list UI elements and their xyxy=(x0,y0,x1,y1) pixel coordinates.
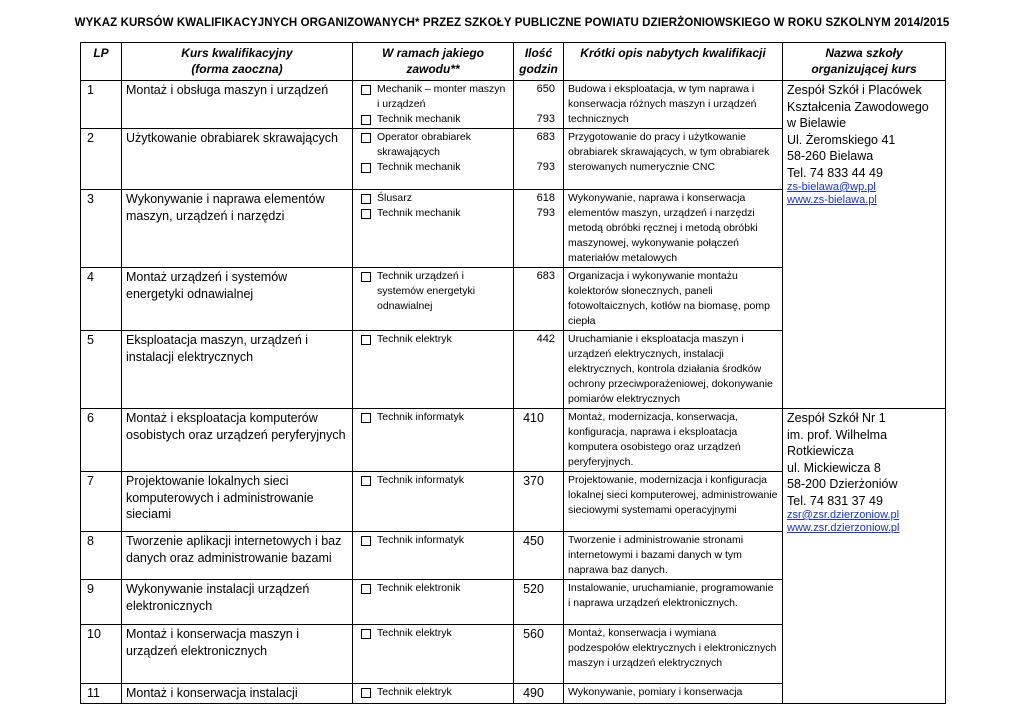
row-professions: Ślusarz Technik mechanik xyxy=(353,190,514,268)
checkbox-icon xyxy=(361,194,371,204)
checkbox-icon xyxy=(361,163,371,173)
row-description: Wykonywanie, pomiary i konserwacja xyxy=(564,684,783,704)
checkbox-icon xyxy=(361,272,371,282)
row-description: Montaż, konserwacja i wymiana podzespołów elektrycznych i elektronicznych maszyn i urządzeń elektrycznych xyxy=(564,625,783,684)
row-lp: 6 xyxy=(81,409,122,472)
row-hours: 370 xyxy=(514,472,564,532)
row-course: Eksploatacja maszyn, urządzeń i instalacji elektrycznych xyxy=(122,331,353,409)
row-professions: Technik elektryk xyxy=(353,625,514,684)
row-hours: 618 793 xyxy=(514,190,564,268)
website-link[interactable]: www.zsr.dzierzoniow.pl xyxy=(787,521,900,534)
row-course: Montaż i konserwacja maszyn i urządzeń elektronicznych xyxy=(122,625,353,684)
row-lp: 8 xyxy=(81,532,122,580)
row-course: Montaż i konserwacja instalacji xyxy=(122,684,353,704)
school-cell-bielawa: Zespół Szkół i Placówek Kształcenia Zawodowego w Bielawie Ul. Żeromskiego 41 58-260 Bielawa Tel. 74 833 44 49 zs-bielawa@wp.pl www.zs-bielawa.pl xyxy=(783,81,946,409)
header-lp: LP xyxy=(81,43,122,81)
row-lp: 7 xyxy=(81,472,122,532)
row-professions: Operator obrabiarek skrawających Technik mechanik xyxy=(353,129,514,190)
row-course: Montaż urządzeń i systemów energetyki odnawialnej xyxy=(122,268,353,331)
checkbox-icon xyxy=(361,629,371,639)
header-description: Krótki opis nabytych kwalifikacji xyxy=(564,43,783,81)
row-course: Tworzenie aplikacji internetowych i baz danych oraz administrowanie bazami xyxy=(122,532,353,580)
row-description: Uruchamianie i eksploatacja maszyn i urządzeń elektrycznych, instalacji elektrycznych, kontrola działania środków ochrony przeciwporażeniowej, dokonywanie pomiarów elektrycznych xyxy=(564,331,783,409)
checkbox-icon xyxy=(361,133,371,143)
website-link[interactable]: www.zs-bielawa.pl xyxy=(787,193,877,206)
header-profession: W ramach jakiego zawodu** xyxy=(353,43,514,81)
row-professions: Technik elektryk xyxy=(353,684,514,704)
checkbox-icon xyxy=(361,85,371,95)
row-lp: 11 xyxy=(81,684,122,704)
row-course: Wykonywanie i naprawa elementów maszyn, urządzeń i narzędzi xyxy=(122,190,353,268)
row-hours: 650 793 xyxy=(514,81,564,129)
row-professions: Technik informatyk xyxy=(353,532,514,580)
row-professions: Mechanik – monter maszyn i urządzeń Technik mechanik xyxy=(353,81,514,129)
row-course: Montaż i eksploatacja komputerów osobistych oraz urządzeń peryferyjnych xyxy=(122,409,353,472)
page-title: WYKAZ KURSÓW KWALIFIKACYJNYCH ORGANIZOWANYCH* PRZEZ SZKOŁY PUBLICZNE POWIATU DZIERŻONIOWSKIEGO W ROKU SZKOLNYM 2014/2015 xyxy=(74,17,950,29)
row-description: Projektowanie, modernizacja i konfiguracja lokalnej sieci komputerowej, administrowanie sieciowymi systemami operacyjnymi xyxy=(564,472,783,532)
checkbox-icon xyxy=(361,413,371,423)
row-hours: 410 xyxy=(514,409,564,472)
row-lp: 3 xyxy=(81,190,122,268)
courses-table xyxy=(80,42,946,704)
row-description: Organizacja i wykonywanie montażu kolektorów słonecznych, paneli fotowoltaicznych, kotłów na biomasę, pomp ciepła xyxy=(564,268,783,331)
row-professions: Technik urządzeń i systemów energetyki odnawialnej xyxy=(353,268,514,331)
row-professions: Technik informatyk xyxy=(353,472,514,532)
table-header-row xyxy=(81,43,946,81)
header-hours: Ilość godzin xyxy=(514,43,564,81)
checkbox-icon xyxy=(361,209,371,219)
checkbox-icon xyxy=(361,584,371,594)
row-hours: 520 xyxy=(514,580,564,625)
checkbox-icon xyxy=(361,688,371,698)
row-course: Montaż i obsługa maszyn i urządzeń xyxy=(122,81,353,129)
row-lp: 2 xyxy=(81,129,122,190)
checkbox-icon xyxy=(361,476,371,486)
row-course: Wykonywanie instalacji urządzeń elektronicznych xyxy=(122,580,353,625)
row-hours: 683 xyxy=(514,268,564,331)
school-cell-dzierzoniow: Zespół Szkół Nr 1 im. prof. Wilhelma Rotkiewicza ul. Mickiewicza 8 58-200 Dzierżoniów Tel. 74 831 37 49 zsr@zsr.dzierzoniow.pl www.zsr.dzierzoniow.pl xyxy=(783,409,946,704)
row-description: Przygotowanie do pracy i użytkowanie obrabiarek skrawających, w tym obrabiarek sterowanych numerycznie CNC xyxy=(564,129,783,190)
row-course: Użytkowanie obrabiarek skrawających xyxy=(122,129,353,190)
row-lp: 1 xyxy=(81,81,122,129)
header-course: Kurs kwalifikacyjny (forma zaoczna) xyxy=(122,43,353,81)
checkbox-icon xyxy=(361,115,371,125)
row-professions: Technik elektryk xyxy=(353,331,514,409)
row-hours: 683 793 xyxy=(514,129,564,190)
header-school: Nazwa szkoły organizującej kurs xyxy=(783,43,946,81)
row-description: Tworzenie i administrowanie stronami internetowymi i bazami danych w tym naprawa baz danych. xyxy=(564,532,783,580)
row-hours: 490 xyxy=(514,684,564,704)
checkbox-icon xyxy=(361,536,371,546)
row-description: Budowa i eksploatacja, w tym naprawa i konserwacja różnych maszyn i urządzeń technicznych xyxy=(564,81,783,129)
row-hours: 442 xyxy=(514,331,564,409)
email-link[interactable]: zs-bielawa@wp.pl xyxy=(787,181,876,193)
row-lp: 5 xyxy=(81,331,122,409)
row-lp: 10 xyxy=(81,625,122,684)
row-hours: 560 xyxy=(514,625,564,684)
table-row xyxy=(81,81,946,129)
row-hours: 450 xyxy=(514,532,564,580)
checkbox-icon xyxy=(361,335,371,345)
row-lp: 9 xyxy=(81,580,122,625)
table-row xyxy=(81,409,946,472)
row-description: Wykonywanie, naprawa i konserwacja elementów maszyn, urządzeń i narzędzi metodą obróbki ręcznej i metodą obróbki maszynowej, wykonywanie połączeń materiałów metalowych xyxy=(564,190,783,268)
row-course: Projektowanie lokalnych sieci komputerowych i administrowanie sieciami xyxy=(122,472,353,532)
row-professions: Technik informatyk xyxy=(353,409,514,472)
row-professions: Technik elektronik xyxy=(353,580,514,625)
row-lp: 4 xyxy=(81,268,122,331)
email-link[interactable]: zsr@zsr.dzierzoniow.pl xyxy=(787,509,900,521)
row-description: Instalowanie, uruchamianie, programowanie i naprawa urządzeń elektronicznych. xyxy=(564,580,783,625)
row-description: Montaż, modernizacja, konserwacja, konfiguracja, naprawa i eksploatacja komputera osobistego oraz urządzeń peryferyjnych. xyxy=(564,409,783,472)
